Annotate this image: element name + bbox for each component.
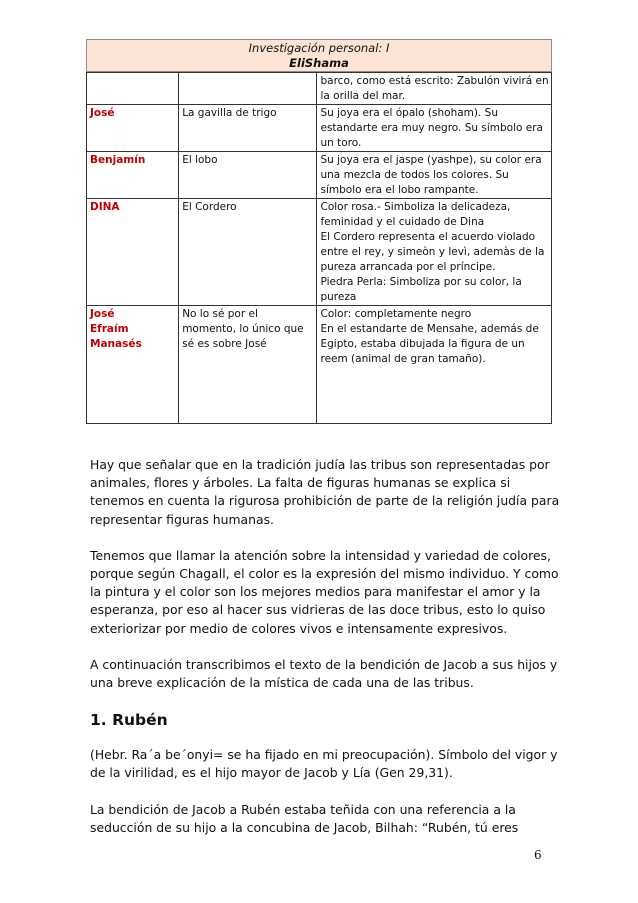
table-row [87, 152, 552, 199]
page-number: 6 [534, 848, 542, 862]
section-heading: 1. Rubén [90, 711, 168, 730]
paragraph: Hay que señalar que en la tradición judía las tribus son representadas por animales, flores y árboles. La falta de figuras humanas se explica si tenemos en cuenta la rigurosa prohibición de parte de la religión judía para representar figuras humanas. [90, 457, 560, 527]
tribe-name [87, 73, 179, 105]
paragraph: A continuación transcribimos el texto de la bendición de Jacob a sus hijos y una breve explicación de la mística de cada una de las tribus. [90, 656, 558, 691]
tribe-symbol: La gavilla de trigo [179, 105, 317, 152]
tribes-table [86, 72, 552, 424]
tribe-description: Su joya era el ópalo (shoham). Su estandarte era muy negro. Su símbolo era un toro. [317, 105, 552, 152]
header-title: Investigación personal: I [248, 41, 390, 55]
tribe-symbol: No lo sé por el momento, lo único que sé es sobre José [179, 306, 317, 424]
table-row [87, 105, 552, 152]
tribe-symbol: El lobo [179, 152, 317, 199]
header-author: EliShama [289, 56, 349, 70]
tribe-description: Color: completamente negro En el estandarte de Mensahe, además de Egipto, estaba dibujada la figura de un reem (animal de gran tamaño). [317, 306, 552, 424]
table-row [87, 73, 552, 105]
tribe-description: barco, como está escrito: Zabulón vivirá en la orilla del mar. [317, 73, 552, 105]
paragraph: Tenemos que llamar la atención sobre la intensidad y variedad de colores, porque según Chagall, el color es la expresión del mismo individuo. Y como la pintura y el color son los mejores medios para manifestar el amor y la esperanza, por eso al hacer sus vidrieras de las doce tribus, esto lo quiso exteriorizar por medio de colores vivos e intensamente expresivos. [90, 547, 559, 636]
table-row [87, 199, 552, 306]
tribe-symbol [179, 73, 317, 105]
document-body [90, 456, 560, 855]
tribe-name: Benjamín [87, 152, 179, 199]
paragraph: La bendición de Jacob a Rubén estaba teñida con una referencia a la seducción de su hijo a la concubina de Jacob, Bilhah: “Rubén, tú eres [90, 801, 519, 835]
page-header [86, 39, 552, 72]
paragraph: (Hebr. Ra´a be´onyi= se ha fijado en mi preocupación). Símbolo del vigor y de la virilidad, es el hijo mayor de Jacob y Lía (Gen 29,31). [90, 747, 558, 781]
tribe-description: Su joya era el jaspe (yashpe), su color era una mezcla de todos los colores. Su símbolo era el lobo rampante. [317, 152, 552, 199]
tribe-description: Color rosa.- Simboliza la delicadeza, feminidad y el cuidado de Dina El Cordero representa el acuerdo violado entre el rey, y simeòn y levì, ademàs de la pureza arrancada por el príncipe. Piedra Perla: Simboliza por su color, la pureza [317, 199, 552, 306]
tribe-name: DINA [87, 199, 179, 306]
tribe-symbol: El Cordero [179, 199, 317, 306]
table-row [87, 306, 552, 424]
tribe-name: José Efraím Manasés [87, 306, 179, 424]
tribe-name: José [87, 105, 179, 152]
